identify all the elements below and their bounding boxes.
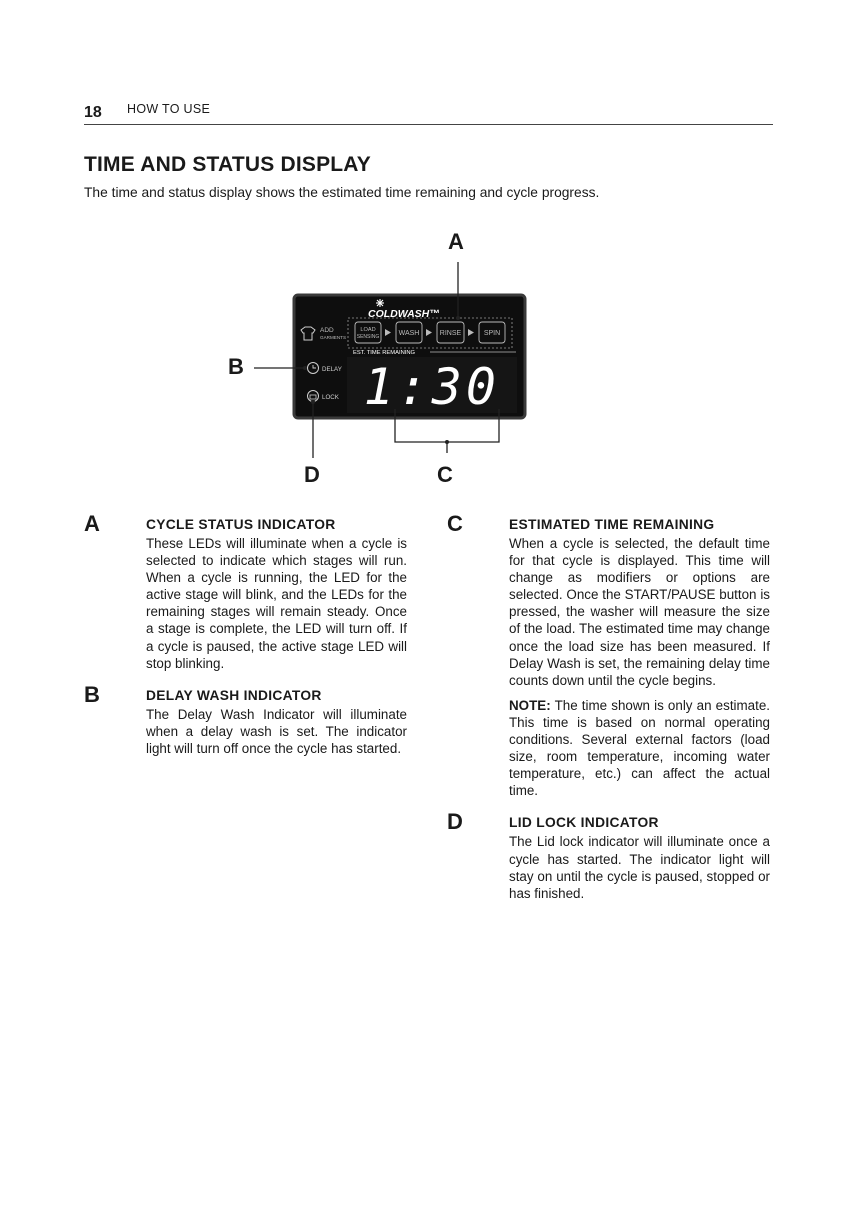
stage-spin-label: SPIN bbox=[483, 330, 501, 337]
intro-text: The time and status display shows the estimated time remaining and cycle progress. bbox=[84, 185, 600, 200]
item-letter: D bbox=[447, 809, 463, 835]
item-d bbox=[447, 809, 770, 901]
item-body: These LEDs will illuminate when a cycle is selected to indicate which stages will run. When a cycle is running, the LED for the active stage will blink, and the LEDs for the remaining stages will remain steady. Once a stage is complete, the LED will turn off. If a cycle is paused, the active stage LED will stop blinking. bbox=[146, 536, 407, 671]
note-body: The time shown is only an estimate. This time is based on normal operating conditions. Several external factors (load size, room temperature, incoming water temperature, etc.) can affect the actual time. bbox=[509, 697, 771, 799]
lock-label: LOCK bbox=[322, 394, 339, 401]
item-a bbox=[84, 511, 407, 672]
page-header bbox=[84, 100, 773, 125]
item-letter: B bbox=[84, 681, 100, 707]
note-paragraph bbox=[509, 697, 770, 800]
right-column bbox=[447, 511, 771, 902]
callout-d: D bbox=[304, 462, 320, 487]
item-letter: A bbox=[84, 511, 100, 536]
note-label: NOTE: bbox=[509, 697, 551, 713]
callout-c: C bbox=[437, 462, 453, 487]
item-body: When a cycle is selected, the default time for that cycle is displayed. This time will change as modifiers or options are selected. Once the START/PAUSE button is pressed, the washer will measure the size of the load. The estimated time may change once the load size has been measured. If Delay Wash is set, the remaining delay time counts down until the cycle begins. bbox=[509, 536, 770, 688]
item-title: LID LOCK INDICATOR bbox=[509, 815, 659, 831]
status-display-diagram bbox=[220, 226, 550, 496]
page-number: 18 bbox=[84, 104, 102, 121]
item-c bbox=[447, 511, 771, 799]
page-title: TIME AND STATUS DISPLAY bbox=[84, 153, 371, 176]
item-body: The Lid lock indicator will illuminate once a cycle has started. The indicator light will stay on until the cycle is paused, stopped or has finished. bbox=[509, 834, 770, 901]
left-column bbox=[84, 511, 407, 757]
delay-label: DELAY bbox=[322, 366, 342, 373]
add-garments-label-2: GARMENTS bbox=[320, 335, 347, 340]
stage-load-label-2: SENSING bbox=[356, 334, 380, 340]
item-title: ESTIMATED TIME REMAINING bbox=[509, 517, 715, 532]
stage-wash-label: WASH bbox=[398, 330, 420, 337]
item-letter: C bbox=[447, 511, 463, 536]
item-title: DELAY WASH INDICATOR bbox=[146, 687, 322, 703]
add-garments-label-1: ADD bbox=[320, 327, 334, 334]
est-time-label: EST. TIME REMAINING bbox=[353, 350, 416, 356]
stage-rinse-label: RINSE bbox=[439, 330, 462, 337]
snowflake-icon bbox=[376, 299, 384, 307]
callout-b: B bbox=[228, 354, 244, 379]
time-readout: 1:30 bbox=[363, 358, 500, 416]
item-b bbox=[84, 681, 407, 757]
callout-a: A bbox=[448, 229, 464, 254]
item-body: The Delay Wash Indicator will illuminate when a delay wash is set. The indicator light will turn off once the cycle has started. bbox=[146, 706, 407, 756]
item-title: CYCLE STATUS INDICATOR bbox=[146, 517, 336, 532]
stage-load-label-1: LOAD bbox=[360, 327, 376, 333]
section-label: HOW TO USE bbox=[127, 102, 211, 116]
coldwash-brand: COLDWASH™ bbox=[368, 308, 440, 320]
